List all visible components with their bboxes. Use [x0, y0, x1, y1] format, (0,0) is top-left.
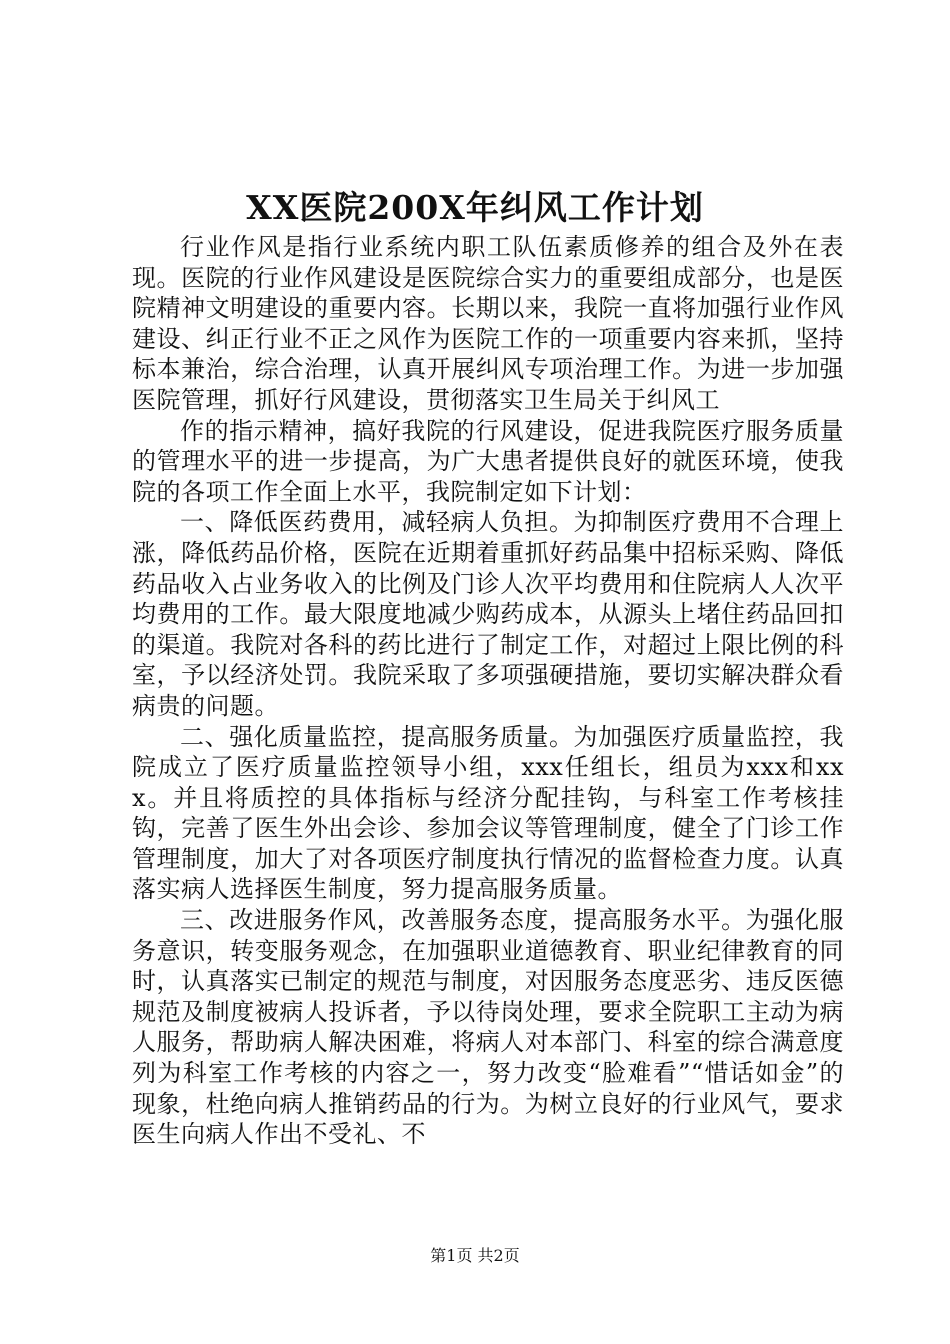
document-body — [132, 232, 844, 1150]
paragraph-intro: 行业作风是指行业系统内职工队伍素质修养的组合及外在表现。医院的行业作风建设是医院综合实力的重要组成部分，也是医院精神文明建设的重要内容。长期以来，我院一直将加强行业作风建设、纠正行业不正之风作为医院工作的一项重要内容来抓，坚持标本兼治，综合治理，认真开展纠风专项治理工作。为进一步加强医院管理，抓好行风建设，贯彻落实卫生局关于纠风工 — [132, 233, 844, 414]
paragraph-intro-continued: 作的指示精神，搞好我院的行风建设，促进我院医疗服务质量的管理水平的进一步提高，为广大患者提供良好的就医环境，使我院的各项工作全面上水平，我院制定如下计划： — [132, 416, 844, 506]
paragraph-section-3: 三、改进服务作风，改善服务态度，提高服务水平。为强化服务意识，转变服务观念，在加强职业道德教育、职业纪律教育的同时，认真落实已制定的规范与制度，对因服务态度恶劣、违反医德规范及制度被病人投诉者，予以待岗处理，要求全院职工主动为病人服务，帮助病人解决困难，将病人对本部门、科室的综合满意度列为科室工作考核的内容之一，努力改变“脸难看”“惜话如金”的现象，杜绝向病人推销药品的行为。为树立良好的行业风气，要求医生向病人作出不受礼、不 — [132, 906, 844, 1149]
paragraph-section-2: 二、强化质量监控，提高服务质量。为加强医疗质量监控，我院成立了医疗质量监控领导小组，xxx任组长，组员为xxx和xxx。并且将质控的具体指标与经济分配挂钩，与科室工作考核挂钩，完善了医生外出会诊、参加会议等管理制度，健全了门诊工作管理制度，加大了对各项医疗制度执行情况的监督检查力度。认真落实病人选择医生制度，努力提高服务质量。 — [132, 722, 844, 904]
paragraph-section-1: 一、降低医药费用，减轻病人负担。为抑制医疗费用不合理上涨，降低药品价格，医院在近期着重抓好药品集中招标采购、降低药品收入占业务收入的比例及门诊人次平均费用和住院病人人次平均费用的工作。最大限度地减少购药成本，从源头上堵住药品回扣的渠道。我院对各科的药比进行了制定工作，对超过上限比例的科室，予以经济处罚。我院采取了多项强硬措施，要切实解决群众看病贵的问题。 — [132, 508, 844, 720]
document-title: XX医院200X年纠风工作计划 — [246, 188, 704, 227]
page-footer: 第1页 共2页 — [430, 1246, 520, 1265]
